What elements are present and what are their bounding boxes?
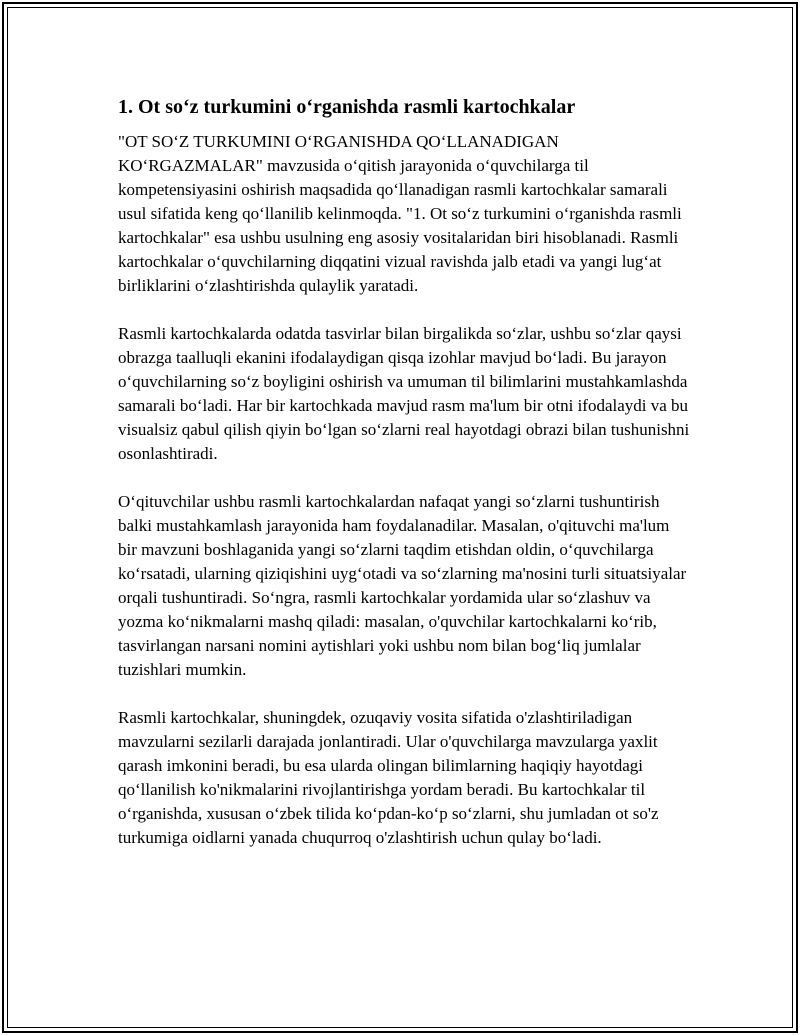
document-body: [118, 94, 690, 874]
section-heading: 1. Ot so‘z turkumini o‘rganishda rasmli kartochkalar: [118, 96, 576, 118]
paragraph-intro: "OT SO‘Z TURKUMINI O‘RGANISHDA QO‘LLANADIGAN KO‘RGAZMALAR" mavzusida o‘qitish jarayonida o‘quvchilarga til kompetensiyasini oshirish maqsadida qo‘llanadigan rasmli kartochkalar samarali usul sifatida keng qo‘llanilib kelinmoqda. "1. Ot so‘z turkumini o‘rganishda rasmli kartochkalar" esa ushbu usulning eng asosiy vositalaridan biri hisoblanadi. Rasmli kartochkalar o‘quvchilarning diqqatini vizual ravishda jalb etadi va yangi lug‘at birliklarini o‘zlashtirishda qulaylik yaratadi.: [118, 132, 682, 295]
paragraph-conclusion: Rasmli kartochkalar, shuningdek, ozuqaviy vosita sifatida o'zlashtiriladigan mavzularni sezilarli darajada jonlantiradi. Ular o'quvchilarga mavzularga yaxlit qarash imkonini beradi, bu esa ularda olingan bilimlarning haqiqiy hayotdagi qo‘llanilish ko'nikmalarini rivojlantirishga yordam beradi. Bu kartochkalar til o‘rganishda, xususan o‘zbek tilida ko‘pdan-ko‘p so‘zlarni, shu jumladan ot so'z turkumiga oidlarni yanada chuqurroq o'zlashtirish uchun qulay bo‘ladi.: [118, 708, 659, 847]
paragraph-card-contents: Rasmli kartochkalarda odatda tasvirlar bilan birgalikda so‘zlar, ushbu so‘zlar qaysi obrazga taalluqli ekanini ifodalaydigan qisqa izohlar mavjud bo‘ladi. Bu jarayon o‘quvchilarning so‘z boyligini oshirish va umuman til bilimlarini mustahkamlashda samarali bo‘ladi. Har bir kartochkada mavjud rasm ma'lum bir otni ifodalaydi va bu visualsiz qabul qilish qiyin bo‘lgan so‘zlarni real hayotdagi obrazi bilan tushunishni osonlashtiradi.: [118, 324, 690, 463]
paragraph-teacher-usage: O‘qituvchilar ushbu rasmli kartochkalardan nafaqat yangi so‘zlarni tushuntirish balki mustahkamlash jarayonida ham foydalanadilar. Masalan, o'qituvchi ma'lum bir mavzuni boshlaganida yangi so‘zlarni taqdim etishdan oldin, o‘quvchilarga ko‘rsatadi, ularning qiziqishini uyg‘otadi va so‘zlarning ma'nosini turli situatsiyalar orqali tushuntiradi. So‘ngra, rasmli kartochkalar yordamida ular so‘zlashuv va yozma ko‘nikmalarni mashq qiladi: masalan, o'quvchilar kartochkalarni ko‘rib, tasvirlangan narsani nomini aytishlari yoki ushbu nom bilan bog‘liq jumlalar tuzishlari mumkin.: [118, 492, 687, 679]
